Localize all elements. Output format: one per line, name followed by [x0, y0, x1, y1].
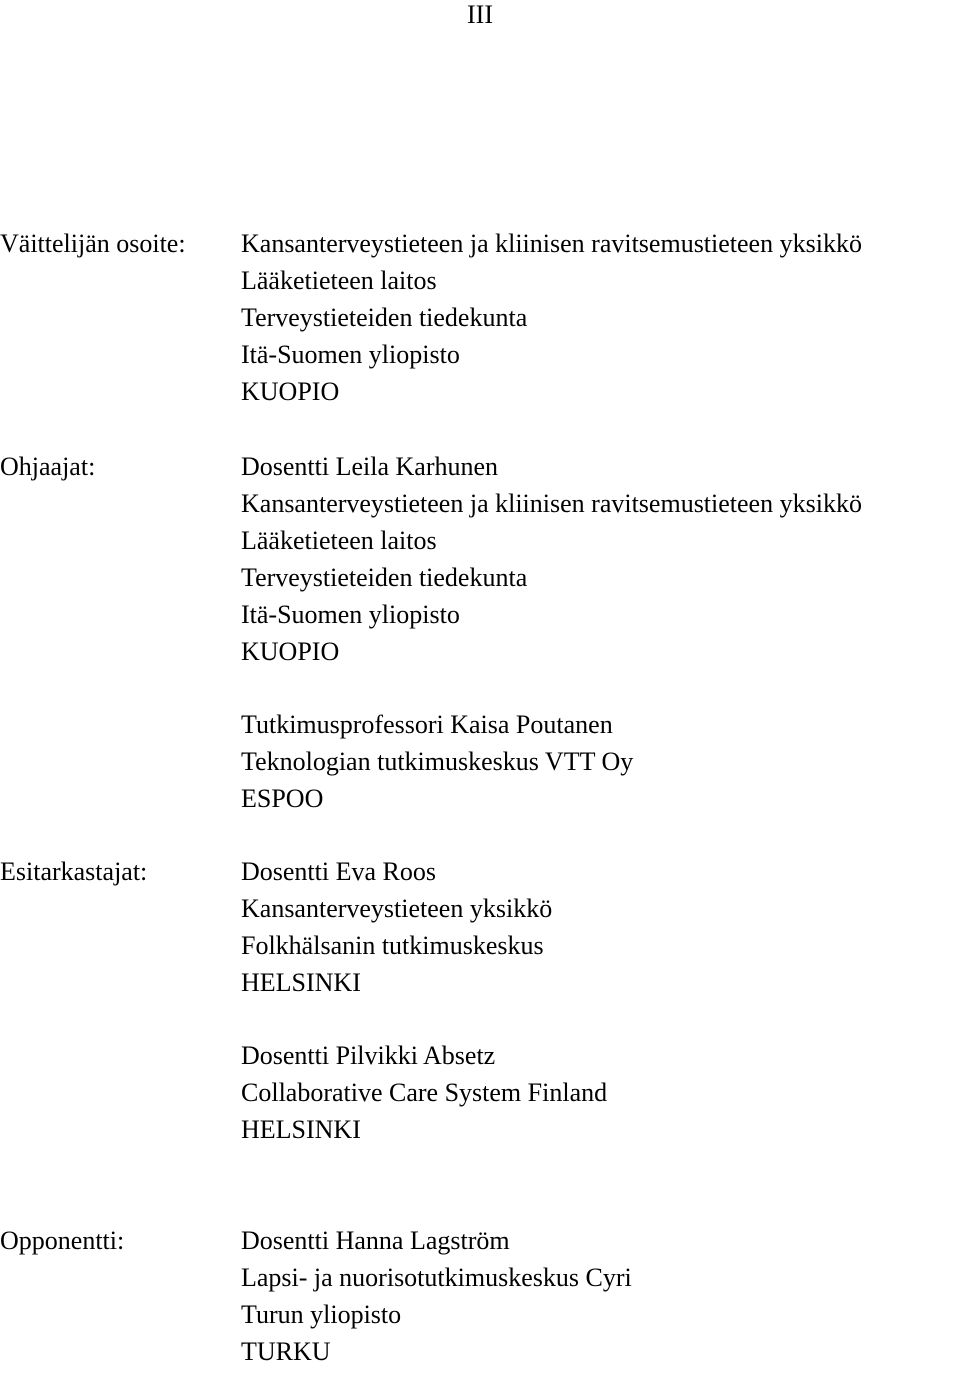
supervisor-line: Lääketieteen laitos [241, 526, 437, 555]
supervisor-name: Dosentti Leila Karhunen [241, 452, 499, 481]
supervisor-line: Teknologian tutkimuskeskus VTT Oy [241, 747, 634, 776]
supervisor-block-poutanen [241, 710, 633, 821]
reviewer-name: Dosentti Eva Roos [241, 857, 436, 886]
page-number: III [467, 0, 493, 29]
reviewer-line: Kansanterveystieteen yksikkö [241, 894, 553, 923]
supervisor-line: Kansanterveystieteen ja kliinisen ravitsemustieteen yksikkö [241, 489, 862, 518]
reviewer-block-roos [241, 857, 552, 1005]
opponent-block [241, 1226, 632, 1374]
supervisor-line: Terveystieteiden tiedekunta [241, 563, 528, 592]
address-line: Kansanterveystieteen ja kliinisen ravitsemustieteen yksikkö [241, 229, 862, 258]
opponent-label: Opponentti: [0, 1226, 125, 1255]
address-line: Itä-Suomen yliopisto [241, 340, 460, 369]
opponent-name: Dosentti Hanna Lagström [241, 1226, 510, 1255]
address-label: Väittelijän osoite: [0, 229, 186, 258]
supervisor-block-karhunen [241, 452, 862, 674]
address-block [241, 229, 862, 414]
reviewer-line: HELSINKI [241, 968, 361, 997]
supervisor-line: ESPOO [241, 784, 324, 813]
supervisor-line: Itä-Suomen yliopisto [241, 600, 460, 629]
opponent-line: TURKU [241, 1337, 331, 1366]
reviewer-line: HELSINKI [241, 1115, 361, 1144]
reviewer-line: Collaborative Care System Finland [241, 1078, 608, 1107]
opponent-line: Lapsi- ja nuorisotutkimuskeskus Cyri [241, 1263, 632, 1292]
address-line: KUOPIO [241, 377, 340, 406]
reviewer-block-absetz [241, 1041, 607, 1152]
reviewers-label: Esitarkastajat: [0, 857, 148, 886]
reviewer-name: Dosentti Pilvikki Absetz [241, 1041, 496, 1070]
opponent-line: Turun yliopisto [241, 1300, 402, 1329]
address-line: Lääketieteen laitos [241, 266, 437, 295]
supervisors-label: Ohjaajat: [0, 452, 96, 481]
address-line: Terveystieteiden tiedekunta [241, 303, 528, 332]
reviewer-line: Folkhälsanin tutkimuskeskus [241, 931, 544, 960]
supervisor-name: Tutkimusprofessori Kaisa Poutanen [241, 710, 613, 739]
supervisor-line: KUOPIO [241, 637, 340, 666]
